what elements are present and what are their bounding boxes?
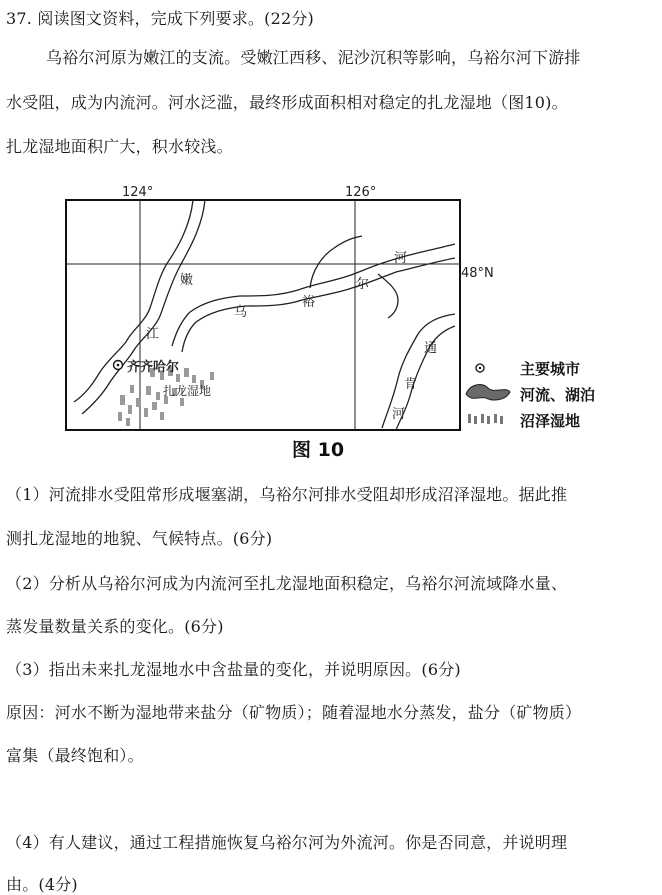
q1-line-1: （1）河流排水受阻常形成堰塞湖，乌裕尔河排水受阻却形成沼泽湿地。据此推 — [6, 485, 568, 504]
lat-label-48: 48°N — [461, 266, 494, 281]
q4-line-1: （4）有人建议，通过工程措施恢复乌裕尔河为外流河。你是否同意，并说明理 — [6, 833, 568, 852]
legend-wetland-icon — [468, 414, 503, 424]
label-nen: 嫩 — [180, 273, 194, 288]
label-jiang: 江 — [146, 327, 160, 342]
legend-city-icon — [476, 364, 484, 372]
q2-line-1: （2）分析从乌裕尔河成为内流河至扎龙湿地面积稳定，乌裕尔河流域降水量、 — [6, 574, 568, 593]
legend-river-icon — [466, 385, 510, 400]
legend — [466, 360, 595, 430]
intro-line-2: 水受阻，成为内流河。河水泛滥，最终形成面积相对稳定的扎龙湿地（图10)。 — [6, 93, 568, 112]
label-he2: 河 — [392, 407, 406, 422]
question-header: 37. 阅读图文资料，完成下列要求。(22分) — [6, 9, 314, 28]
label-wu: 乌 — [234, 305, 248, 320]
map-frame — [66, 200, 460, 430]
intro-line-3: 扎龙湿地面积广大，积水较浅。 — [6, 137, 233, 156]
label-qiqihar: 齐齐哈尔 — [127, 360, 180, 375]
legend-wetland-label: 沼泽湿地 — [520, 412, 581, 430]
label-zhalong-wetland: 扎龙湿地 — [163, 384, 212, 398]
q3-answer-line-2: 富集（最终饱和）。 — [6, 746, 144, 765]
q3-line-1: （3）指出未来扎龙湿地水中含盐量的变化，并说明原因。(6分) — [6, 660, 461, 679]
q4-line-2: 由。(4分) — [6, 875, 78, 894]
label-er: 尔 — [356, 277, 370, 292]
label-yu: 裕 — [302, 295, 316, 310]
legend-city-label: 主要城市 — [520, 360, 581, 378]
label-he: 河 — [394, 251, 408, 266]
legend-river-label: 河流、湖泊 — [520, 386, 596, 404]
lon-label-126: 126° — [345, 185, 377, 200]
figure-caption: 图 10 — [292, 439, 345, 461]
intro-line-1: 乌裕尔河原为嫩江的支流。受嫩江西移、泥沙沉积等影响，乌裕尔河下游排 — [46, 48, 581, 67]
wuyuer-river — [172, 236, 455, 352]
q2-line-2: 蒸发量数量关系的变化。(6分) — [6, 617, 224, 636]
q1-line-2: 测扎龙湿地的地貌、气候特点。(6分) — [6, 529, 273, 548]
label-tong: 通 — [424, 341, 438, 356]
q3-answer-line-1: 原因：河水不断为湿地带来盐分（矿物质）；随着湿地水分蒸发，盐分（矿物质） — [6, 703, 582, 722]
qiqihar-city-marker — [114, 361, 123, 370]
label-ken: 肯 — [404, 377, 418, 392]
lon-label-124: 124° — [122, 185, 154, 200]
